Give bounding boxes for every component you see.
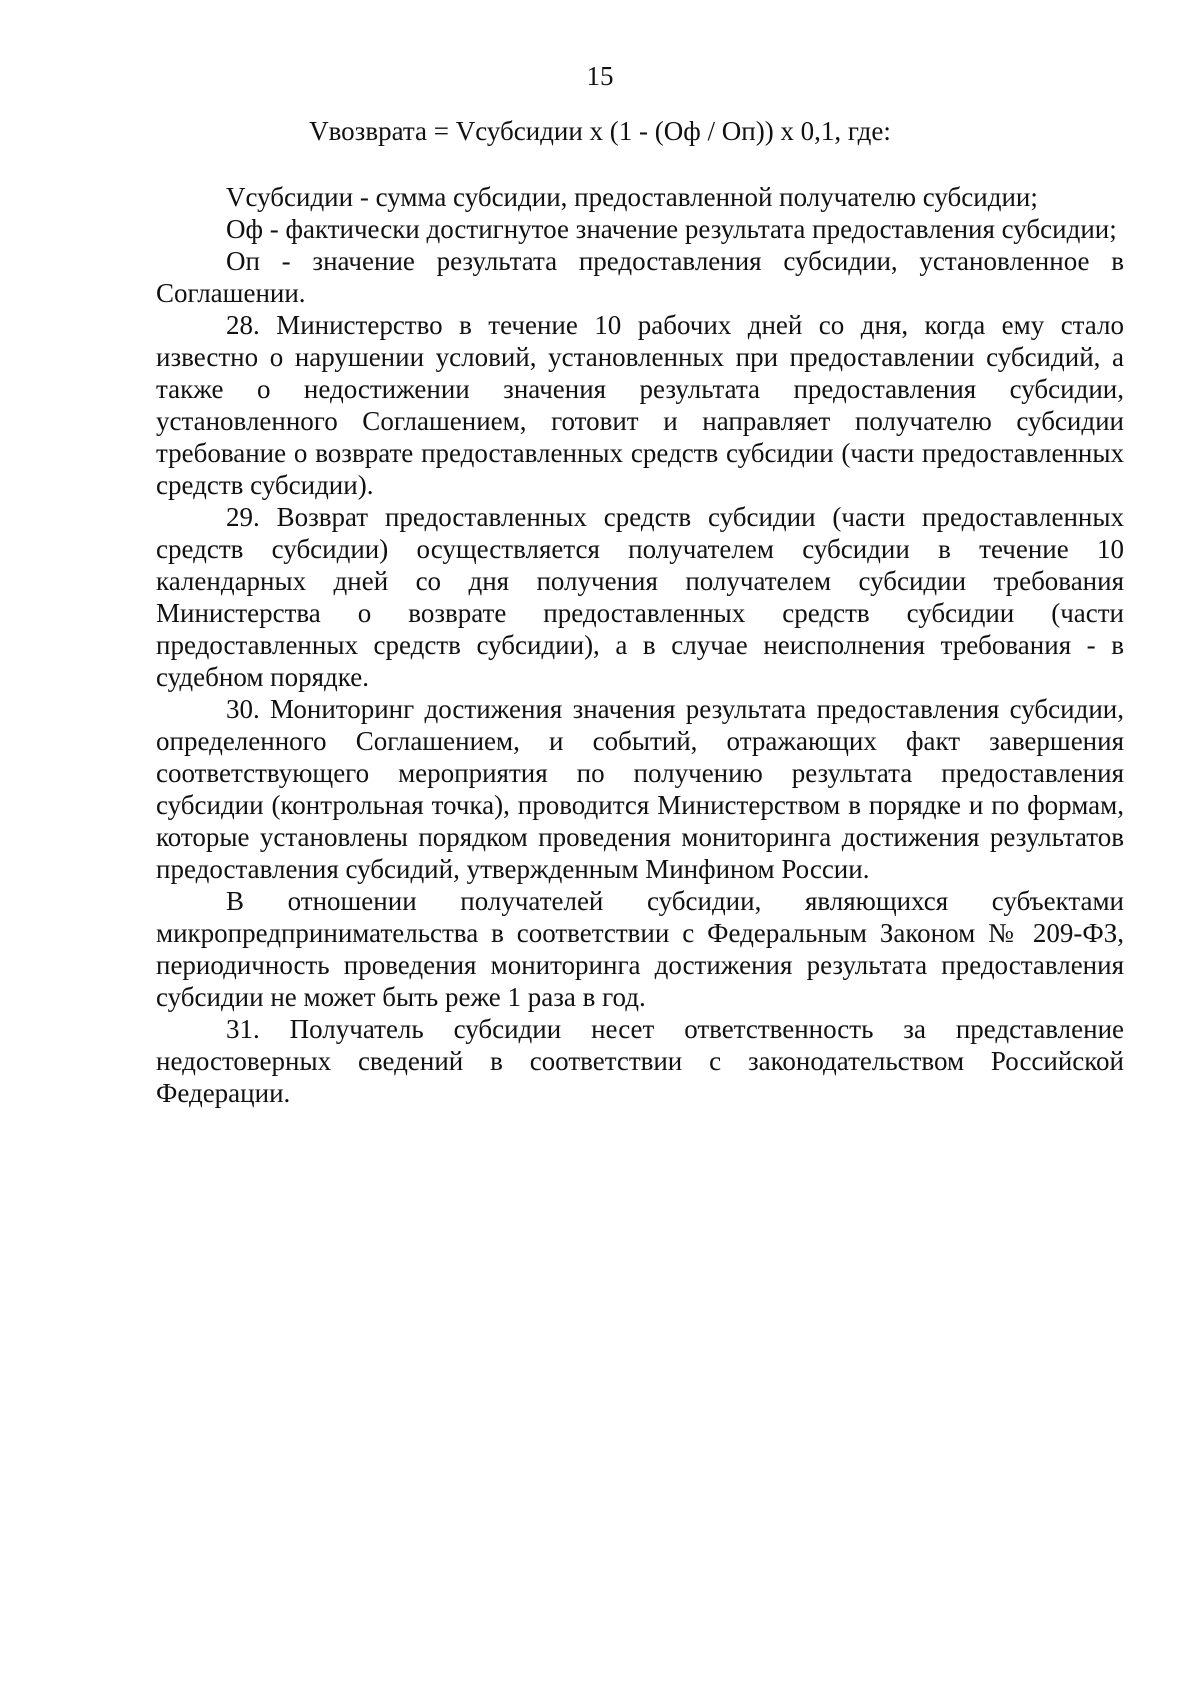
definition-of: Оф - фактически достигнутое значение результата предоставления субсидии; (226, 214, 1117, 244)
clause-30-micro-business: В отношении получателей субсидии, являющихся субъектами микропредпринимательства в соответствии с Федеральным Законом № 209-ФЗ, периодичность проведения мониторинга достижения результата предоставления субсидии не может быть реже 1 раза в год. (156, 886, 1124, 1012)
clause-31: 31. Получатель субсидии несет ответственность за представление недостоверных сведений в соответствии с законодательством Российской Федерации. (156, 1014, 1124, 1108)
refund-formula: Vвозврата = Vсубсидии x (1 - (Оф / Оп)) x 0,1, где: (309, 116, 891, 146)
clause-28: 28. Министерство в течение 10 рабочих дней со дня, когда ему стало известно о нарушении условий, установленных при предоставлении субсидий, а также о недостижении значения результата предоставления субсидии, установленного Соглашением, готовит и направляет получателю субсидии требование о возврате предоставленных средств субсидии (части предоставленных средств субсидии). (156, 310, 1124, 500)
clause-29: 29. Возврат предоставленных средств субсидии (части предоставленных средств субсидии) осуществляется получателем субсидии в течение 10 календарных дней со дня получения получателем субсидии требования Министерства о возврате предоставленных средств субсидии (части предоставленных средств субсидии), а в случае неисполнения требования - в судебном порядке. (156, 502, 1124, 692)
page-number: 15 (586, 61, 614, 91)
definition-v-subsidy: Vсубсидии - сумма субсидии, предоставленной получателю субсидии; (226, 182, 1038, 212)
document-body (156, 181, 1124, 1109)
definition-op: Оп - значение результата предоставления субсидии, установленное в Соглашении. (156, 246, 1124, 308)
clause-30: 30. Мониторинг достижения значения результата предоставления субсидии, определенного Соглашением, и событий, отражающих факт завершения соответствующего мероприятия по получению результата предоставления субсидии (контрольная точка), проводится Министерством в порядке и по формам, которые установлены порядком проведения мониторинга достижения результатов предоставления субсидий, утвержденным Минфином России. (156, 694, 1124, 884)
